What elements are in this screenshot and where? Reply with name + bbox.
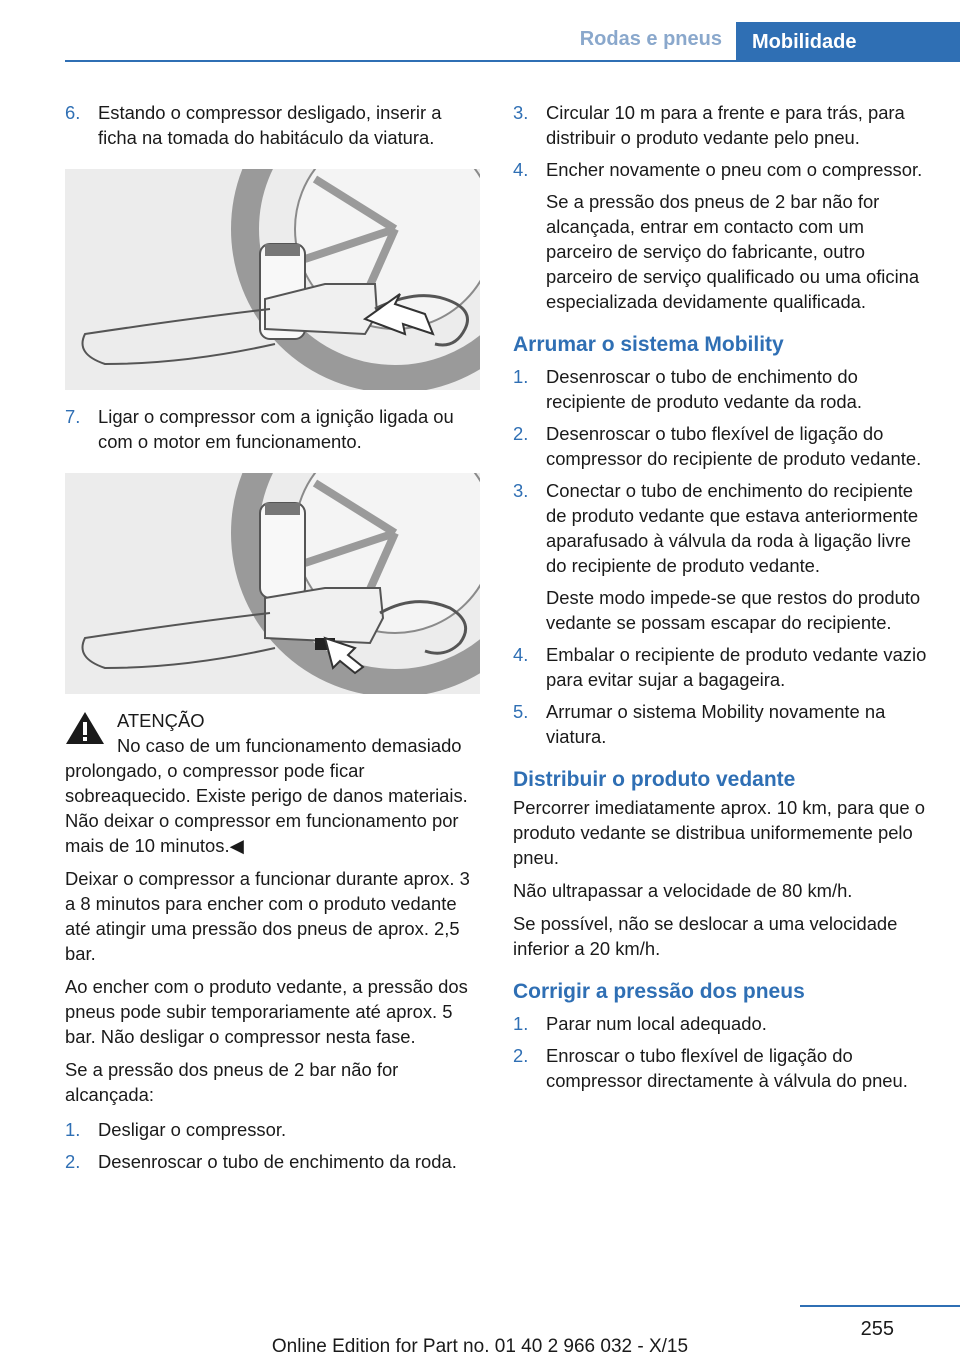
step-2 [65,1149,480,1174]
right-column [513,100,928,1100]
list-item [513,421,928,471]
warning-triangle-icon [65,710,105,746]
step-text: Ligar o compressor com a ignição ligada ou com o motor em funcionamento. [98,406,454,452]
step-number: 2. [65,1151,81,1172]
step-note: Deste modo impede-se que restos do produto vedante se possam escapar do recipiente. [546,587,921,633]
step-6 [65,100,480,150]
step-text: Circular 10 m para a frente e para trás, para distribuir o produto vedante pelo pneu. [546,102,905,148]
illustration-compressor-plug [65,169,480,390]
step-number: 2. [513,1045,529,1066]
list-item [513,364,928,414]
paragraph: Não ultrapassar a velocidade de 80 km/h. [513,880,853,901]
step-number: 1. [513,366,529,387]
step-number: 3. [513,480,529,501]
page-number: 255 [860,1318,894,1340]
step-text: Desenroscar o tubo de enchimento do recipiente de produto vedante da roda. [546,366,862,412]
footer-rule [800,1305,960,1307]
compressor-switch-drawing [65,473,480,694]
step-text: Parar num local adequado. [546,1013,767,1034]
step-number: 2. [513,423,529,444]
step-text: Arrumar o sistema Mobility novamente na viatura. [546,701,886,747]
section-heading: Corrigir a pressão dos pneus [513,980,805,1003]
step-1 [65,1117,480,1142]
step-4 [513,157,928,182]
step-text: Encher novamente o pneu com o compressor. [546,159,923,180]
section-heading: Distribuir o produto vedante [513,768,796,791]
header-rule [65,60,960,62]
step-text: Estando o compressor desligado, inserir a ficha na tomada do habitáculo da viatura. [98,102,442,148]
paragraph: Se a pressão dos pneus de 2 bar não for alcançada: [65,1059,399,1105]
step-text: Embalar o recipiente de produto vedante vazio para evitar sujar a bagageira. [546,644,927,690]
list-item [513,699,928,749]
step-text: Desenroscar o tubo flexível de ligação do compressor do recipiente de produto vedante. [546,423,922,469]
step-number: 7. [65,406,81,427]
list-item [513,1043,928,1093]
section-heading: Arrumar o sistema Mobility [513,333,784,356]
step-text: Desenroscar o tubo de enchimento da roda. [98,1151,457,1172]
paragraph: Ao encher com o produto vedante, a pressão dos pneus pode subir temporariamente até aprox. 5 bar. Não desligar o compressor nesta fase. [65,976,468,1047]
step-number: 3. [513,102,529,123]
step-text: Desligar o compressor. [98,1119,287,1140]
list-item [513,642,928,692]
compressor-plug-drawing [65,169,480,390]
step-number: 5. [513,701,529,722]
paragraph: Se possível, não se deslocar a uma velocidade inferior a 20 km/h. [513,913,898,959]
warning-box [65,708,480,858]
section-tab[interactable]: Rodas e pneus [579,28,722,50]
warning-title: ATENÇÃO [117,710,205,731]
illustration-compressor-switch [65,473,480,694]
list-item [513,478,928,578]
step-text: Enroscar o tubo flexível de ligação do compressor directamente à válvula do pneu. [546,1045,908,1091]
warning-text: No caso de um funcionamento demasiado prolongado, o compressor pode ficar sobreaquecido. Existe perigo de danos materiais. Não deixar o compressor em funcionamento por mais de 10 minutos.◀ [65,735,468,856]
step-number: 6. [65,102,81,123]
step-text: Conectar o tubo de enchimento do recipiente de produto vedante que estava anteriormente aparafusado à válvula da roda à ligação livre do recipiente de produto vedante. [546,480,919,576]
chapter-tab[interactable]: Mobilidade [736,22,960,62]
step-number: 1. [513,1013,529,1034]
step-number: 4. [513,159,529,180]
list-item [513,1011,928,1036]
paragraph: Deixar o compressor a funcionar durante aprox. 3 a 8 minutos para encher com o produto vedante até atingir uma pressão dos pneus de aprox. 2,5 bar. [65,868,470,964]
step-7 [65,404,480,454]
step-number: 4. [513,644,529,665]
paragraph: Percorrer imediatamente aprox. 10 km, para que o produto vedante se distribua uniformemente pelo pneu. [513,797,925,868]
step-number: 1. [65,1119,81,1140]
step-3 [513,100,928,150]
left-column [65,100,480,1181]
page-header [0,0,960,62]
edition-footer: Online Edition for Part no. 01 40 2 966 032 - X/15 [271,1336,689,1357]
step-note: Se a pressão dos pneus de 2 bar não for alcançada, entrar em contacto com um parceiro de serviço do fabricante, outro parceiro de serviço qualificado ou uma oficina especializada devidamente qualificada. [546,191,920,312]
